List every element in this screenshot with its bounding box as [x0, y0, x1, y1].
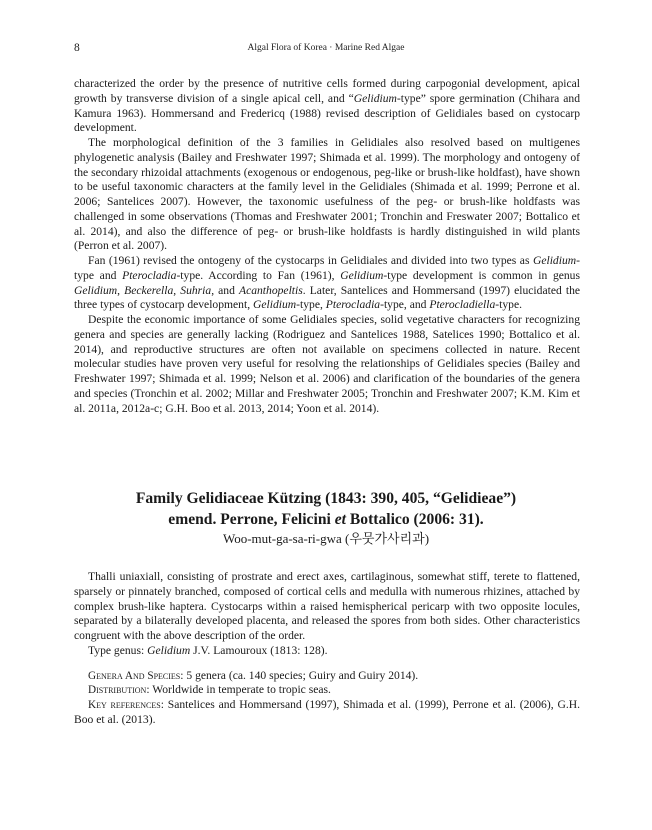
paragraph-3: Fan (1961) revised the ontogeny of the cystocarps in Gelidiales and divided into two types as Gelidium-type and Pterocladia-type. According to Fan (1961), Gelidium-type development is common in genus Gelidium, Beckerella, Suhria, and Acanthopeltis. Later, Santelices and Hommersand (1997) elucidated the three types of cystocarp development, Gelidium-type, Pterocladia-type, and Pterocladiella-type. — [74, 254, 581, 312]
family-korean-name: Woo-mut-ga-sa-ri-gwa (우뭇가사리과) — [222, 531, 430, 546]
family-title: Family Gelidiaceae Kützing (1843: 390, 405, “Gelidieae”) — [135, 490, 517, 507]
family-emendation: emend. Perrone, Felicini et Bottalico (2006: 31). — [168, 511, 484, 528]
family-description — [74, 570, 580, 728]
running-head: Algal Flora of Korea · Marine Red Algae — [247, 43, 405, 53]
family-heading — [60, 488, 592, 548]
key-references: Key references: Santelices and Hommersand (1997), Shimada et al. (1999), Perrone et al. (2006), G.H. Boo et al. (2013). — [74, 698, 580, 726]
paragraph-4: Despite the economic importance of some Gelidiales species, solid vegetative characters for recognizing genera and species are generally lacking (Rodriguez and Santelices 1988, Satelices 1990; Bottalico et al. 2014), and reproductive structures are often not available on specimens collected in nature. Recent molecular studies have proven very useful for resolving the relationships of Gelidiales species (Bailey and Freshwater 1997; Shimada et al. 1999; Nelson et al. 2006) and clarification of the boundaries of the genera and species (Tronchin et al. 2002; Millar and Freshwater 2005; Tronchin and Freshwater 2007; K.M. Kim et al. 2011a, 2012a-c; G.H. Boo et al. 2013, 2014; Yoon et al. 2014). — [74, 313, 580, 415]
type-genus: Type genus: Gelidium J.V. Lamouroux (1813: 128). — [88, 643, 328, 657]
genera-and-species: Genera And Species: 5 genera (ca. 140 species; Guiry and Guiry 2014). — [88, 668, 419, 682]
paragraph-2: The morphological definition of the 3 families in Gelidiales also resolved based on multigenes phylogenetic analysis (Bailey and Freshwater 1997; Shimada et al. 1999). The morphology and ontogeny of the secondary rhizoidal attachments (exogenous or endogenous, peg-like or brush-like holdfast), have shown to be useful taxonomic characters at the family level in the Gelidiales (Shimada et al. 1999; Perrone et al. 2006; Santelices 2007). However, the taxonomic usefulness of the peg- or brush-like holdfasts was challenged in some observations (Thomas and Freshwater 2001; Tronchin and Freswater 2007; Bottalico et al. 2014), and also the difference of peg- or brush-like holdfasts is hardly distinguished in wild plants (Perron et al. 2007). — [74, 136, 580, 253]
distribution: Distribution: Worldwide in temperate to tropic seas. — [88, 683, 331, 697]
description-paragraph: Thalli uniaxiall, consisting of prostrate and erect axes, cartilaginous, somewhat stiff, terete to flattened, sparsely or pinnately branched, composed of cortical cells and medulla with numerous rhizines, attached by complex brush-like haptera. Cystocarps within a raised hemispherical pericarp with two opposite locules, separated by a bilaterally developed placenta, and released the spores from both sides. Other characteristics congruent with the above description of the order. — [74, 570, 580, 642]
intro-body — [74, 77, 580, 416]
paragraph-1: characterized the order by the presence of nutritive cells formed during carpogonial development, apical growth by transverse division of a single apical cell, and “Gelidium-type” spore germination (Chihara and Kamura 1963). Hommersand and Fredericq (1988) revised description of Gelidiales based on cystocarp development. — [74, 77, 580, 135]
page-number: 8 — [74, 42, 80, 54]
